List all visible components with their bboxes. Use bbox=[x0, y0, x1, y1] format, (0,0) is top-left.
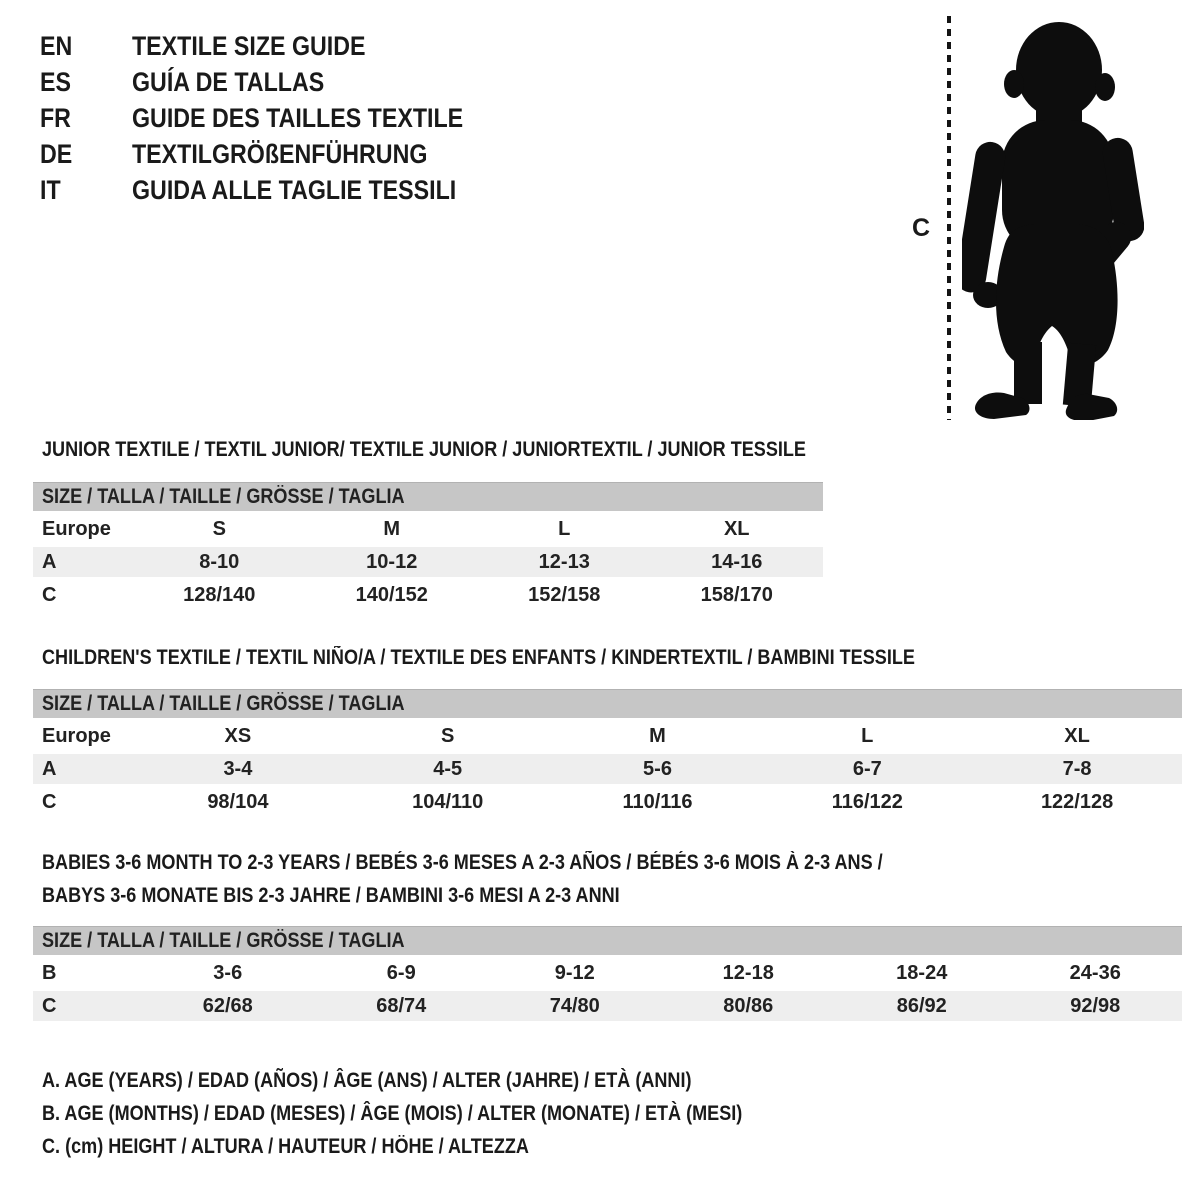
age-cell: 5-6 bbox=[643, 757, 672, 780]
size-cell: XS bbox=[224, 724, 252, 747]
height-cell: 68/74 bbox=[376, 994, 427, 1017]
row-label: A bbox=[42, 757, 57, 780]
language-code: DE bbox=[40, 138, 73, 169]
language-row-de bbox=[40, 136, 517, 172]
babies-section-title bbox=[42, 846, 1020, 912]
row-label: C bbox=[42, 790, 57, 813]
language-title-list bbox=[40, 28, 517, 208]
table-row-age bbox=[33, 754, 1182, 784]
babies-section-title-line2: BABYS 3-6 MONATE BIS 2-3 JAHRE / BAMBINI 3-6 MESI A 2-3 ANNI bbox=[42, 884, 620, 907]
age-cell: 4-5 bbox=[433, 757, 463, 780]
height-dimension-label: C bbox=[912, 214, 931, 242]
row-label: B bbox=[42, 961, 57, 984]
row-label: C bbox=[42, 994, 57, 1017]
age-cell: 7-8 bbox=[1062, 757, 1092, 780]
height-cell: 98/104 bbox=[207, 790, 269, 813]
height-cell: 74/80 bbox=[549, 994, 600, 1017]
age-cell: 10-12 bbox=[366, 550, 418, 573]
junior-section-title-text: JUNIOR TEXTILE / TEXTIL JUNIOR/ TEXTILE JUNIOR / JUNIORTEXTIL / JUNIOR TESSILE bbox=[42, 438, 806, 461]
age-cell: 24-36 bbox=[1069, 961, 1121, 984]
language-code: ES bbox=[40, 66, 71, 97]
size-cell: M bbox=[383, 517, 401, 540]
height-cell: 62/68 bbox=[202, 994, 253, 1017]
age-cell: 8-10 bbox=[199, 550, 240, 573]
table-row-age bbox=[33, 547, 823, 577]
language-row-fr bbox=[40, 100, 517, 136]
table-row-height bbox=[33, 787, 1182, 817]
language-code: FR bbox=[40, 102, 71, 133]
language-row-it bbox=[40, 172, 517, 208]
size-cell: XL bbox=[1064, 724, 1090, 747]
size-cell: L bbox=[861, 724, 874, 747]
height-cell: 116/122 bbox=[831, 790, 903, 813]
height-cell: 158/170 bbox=[700, 583, 773, 606]
row-label: C bbox=[42, 583, 57, 606]
size-cell: L bbox=[558, 517, 571, 540]
children-section-title bbox=[42, 641, 1057, 674]
legend-c-text: C. (cm) HEIGHT / ALTURA / HAUTEUR / HÖHE / ALTEZZA bbox=[42, 1135, 529, 1158]
age-cell: 14-16 bbox=[711, 550, 763, 573]
language-code: IT bbox=[40, 174, 61, 205]
age-cell: 6-7 bbox=[852, 757, 882, 780]
size-header-bar bbox=[33, 689, 1182, 718]
toddler-silhouette-image bbox=[962, 12, 1144, 420]
age-cell: 18-24 bbox=[896, 961, 948, 984]
language-code: EN bbox=[40, 30, 73, 61]
guide-title-es: GUÍA DE TALLAS bbox=[132, 66, 325, 97]
height-cell: 140/152 bbox=[355, 583, 428, 606]
guide-title-it: GUIDA ALLE TAGLIE TESSILI bbox=[132, 174, 457, 205]
guide-title-en: TEXTILE SIZE GUIDE bbox=[132, 30, 366, 61]
guide-title-fr: GUIDE DES TAILLES TEXTILE bbox=[132, 102, 464, 133]
size-cell: M bbox=[649, 724, 666, 747]
legend-line-c bbox=[42, 1130, 856, 1163]
guide-title-de: TEXTILGRÖßENFÜHRUNG bbox=[132, 138, 428, 169]
table-row-height bbox=[33, 580, 823, 610]
row-label: A bbox=[42, 550, 57, 573]
babies-size-table bbox=[33, 926, 1182, 1024]
height-cell: 152/158 bbox=[528, 583, 601, 606]
size-cell: S bbox=[441, 724, 455, 747]
legend-line-a bbox=[42, 1064, 856, 1097]
size-header-bar bbox=[33, 926, 1182, 955]
age-cell: 12-13 bbox=[538, 550, 590, 573]
row-label: Europe bbox=[42, 517, 111, 540]
age-cell: 6-9 bbox=[386, 961, 416, 984]
height-cell: 92/98 bbox=[1070, 994, 1121, 1017]
height-measure-dashed-line bbox=[947, 16, 951, 420]
age-cell: 3-4 bbox=[223, 757, 253, 780]
legend-a-text: A. AGE (YEARS) / EDAD (AÑOS) / ÂGE (ANS) / ALTER (JAHRE) / ETÀ (ANNI) bbox=[42, 1069, 692, 1092]
table-row-age-months bbox=[33, 958, 1182, 988]
size-header-label: SIZE / TALLA / TAILLE / GRÖSSE / TAGLIA bbox=[42, 929, 405, 952]
junior-size-table bbox=[33, 482, 823, 613]
table-row-europe bbox=[33, 721, 1182, 751]
height-cell: 104/110 bbox=[412, 790, 484, 813]
size-cell: S bbox=[212, 517, 226, 540]
children-section-title-text: CHILDREN'S TEXTILE / TEXTIL NIÑO/A / TEXTILE DES ENFANTS / KINDERTEXTIL / BAMBINI TESSILE bbox=[42, 646, 915, 669]
language-row-es bbox=[40, 64, 517, 100]
size-header-bar bbox=[33, 482, 823, 511]
legend-line-b bbox=[42, 1097, 856, 1130]
height-cell: 86/92 bbox=[896, 994, 947, 1017]
row-label: Europe bbox=[42, 724, 111, 747]
height-cell: 80/86 bbox=[723, 994, 774, 1017]
table-row-europe bbox=[33, 514, 823, 544]
babies-section-title-line1: BABIES 3-6 MONTH TO 2-3 YEARS / BEBÉS 3-6 MESES A 2-3 AÑOS / BÉBÉS 3-6 MOIS À 2-3 ANS / bbox=[42, 851, 883, 874]
size-header-label: SIZE / TALLA / TAILLE / GRÖSSE / TAGLIA bbox=[42, 692, 405, 715]
legend-b-text: B. AGE (MONTHS) / EDAD (MESES) / ÂGE (MOIS) / ALTER (MONATE) / ETÀ (MESI) bbox=[42, 1102, 743, 1125]
legend bbox=[42, 1064, 856, 1163]
junior-section-title bbox=[42, 433, 930, 466]
size-cell: XL bbox=[723, 517, 750, 540]
age-cell: 3-6 bbox=[213, 961, 243, 984]
height-cell: 122/128 bbox=[1040, 790, 1114, 813]
size-header-label: SIZE / TALLA / TAILLE / GRÖSSE / TAGLIA bbox=[42, 485, 405, 508]
age-cell: 12-18 bbox=[722, 961, 774, 984]
table-row-height bbox=[33, 991, 1182, 1021]
age-cell: 9-12 bbox=[554, 961, 595, 984]
children-size-table bbox=[33, 689, 1182, 820]
height-cell: 128/140 bbox=[183, 583, 256, 606]
language-row-en bbox=[40, 28, 517, 64]
height-cell: 110/116 bbox=[622, 790, 693, 813]
